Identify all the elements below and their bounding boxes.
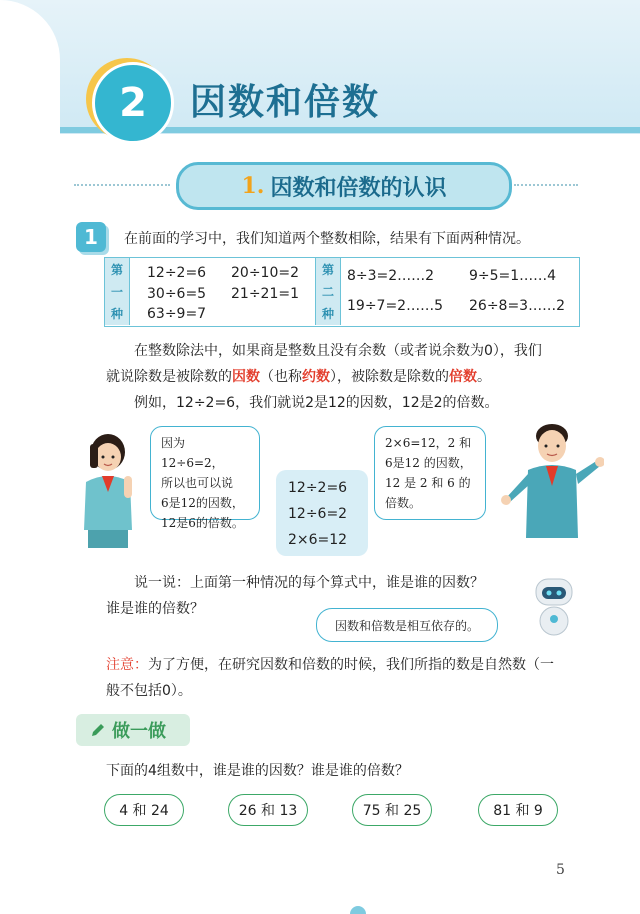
term-divisor: 约数 [302,369,330,385]
table-cell: 63÷9=7 [147,306,207,322]
chapter-number: 2 [92,62,174,144]
divider-left [74,184,170,186]
table-cell: 12÷2=6 [147,265,207,281]
bubble-line: 12 是 2 和 6 的 [385,476,471,490]
table-cell: 20÷10=2 [231,265,299,281]
table-cell: 19÷7=2……5 [347,298,443,314]
equation: 2×6=12 [288,532,348,548]
definition-text: ），被除数是除数的 [330,369,449,385]
table-head-second [315,258,341,325]
bubble-line: 倍数。 [385,496,422,510]
discuss-line-2: 谁是谁的倍数？ [106,601,204,617]
head-char: 种 [321,307,334,322]
girl-speech-bubble [150,426,260,530]
boy-illustration [500,420,604,550]
bubble-line: 6是12的因数， [161,496,244,510]
head-char: 二 [321,284,334,299]
division-table [104,257,580,327]
page-number: 5 [556,862,565,878]
definition-text: 就说除数是被除数的 [106,369,232,385]
definition-line-1: 在整数除法中，如果商是整数且没有余数（或者说余数为0），我们 [134,343,542,359]
chapter-title: 因数和倍数 [190,81,381,123]
head-char: 第 [321,262,334,277]
equation: 12÷2=6 [288,480,348,496]
number-pair: 81 和 9 [478,794,558,826]
term-factor: 因数 [232,369,260,385]
head-char: 第 [110,262,123,277]
definition-text: 。 [477,369,491,385]
note-line-2: 般不包括0）。 [106,683,192,699]
girl-illustration [74,430,148,552]
practice-tag [76,714,190,746]
head-char: 种 [110,307,123,322]
example-badge: 1 [76,222,106,252]
bubble-line: 所以也可以说 [161,476,234,490]
boy-speech-bubble [374,426,486,520]
pencil-icon [90,722,106,738]
definition-example: 例如，12÷2=6，我们就说2是12的因数，12是2的倍数。 [134,395,499,411]
robot-icon [528,575,580,637]
robot-speech-bubble: 因数和倍数是相互依存的。 [316,608,498,642]
divider-right [514,184,578,186]
number-pair: 4 和 24 [104,794,184,826]
bubble-line: 6是12 的因数， [385,456,472,470]
example-intro: 在前面的学习中，我们知道两个整数相除，结果有下面两种情况。 [124,231,530,247]
definition-text: （也称 [260,369,302,385]
practice-question: 下面的4组数中，谁是谁的因数？谁是谁的倍数？ [106,763,409,779]
head-char: 一 [110,284,123,299]
definition-line-2 [106,364,491,390]
table-head-first [105,258,130,325]
table-cell: 21÷21=1 [231,286,299,302]
equation: 12÷6=2 [288,506,348,522]
section-title-text: 因数和倍数的认识 [270,174,447,201]
section-title [176,162,512,210]
term-multiple: 倍数 [449,369,477,385]
table-cell: 9÷5=1……4 [469,268,557,284]
note-text: 为了方便，在研究因数和倍数的时候，我们所指的数是自然数（一 [148,657,554,673]
bubble-line: 因为 12÷6=2， [161,436,224,470]
note-line-1 [106,652,554,678]
table-cell: 30÷6=5 [147,286,207,302]
practice-tag-label: 做一做 [112,721,166,742]
note-label: 注意： [106,657,148,673]
table-cell: 8÷3=2……2 [347,268,435,284]
section-number: 1. [241,173,265,199]
discuss-line-1: 说一说：上面第一种情况的每个算式中，谁是谁的因数？ [134,575,484,591]
table-cell: 26÷8=3……2 [469,298,565,314]
bubble-line: 12是6的倍数。 [161,516,244,530]
number-pair: 75 和 25 [352,794,432,826]
number-pair: 26 和 13 [228,794,308,826]
bottom-marker [350,906,366,914]
bubble-line: 2×6=12，2 和 [385,436,472,450]
equation-box [276,470,368,556]
